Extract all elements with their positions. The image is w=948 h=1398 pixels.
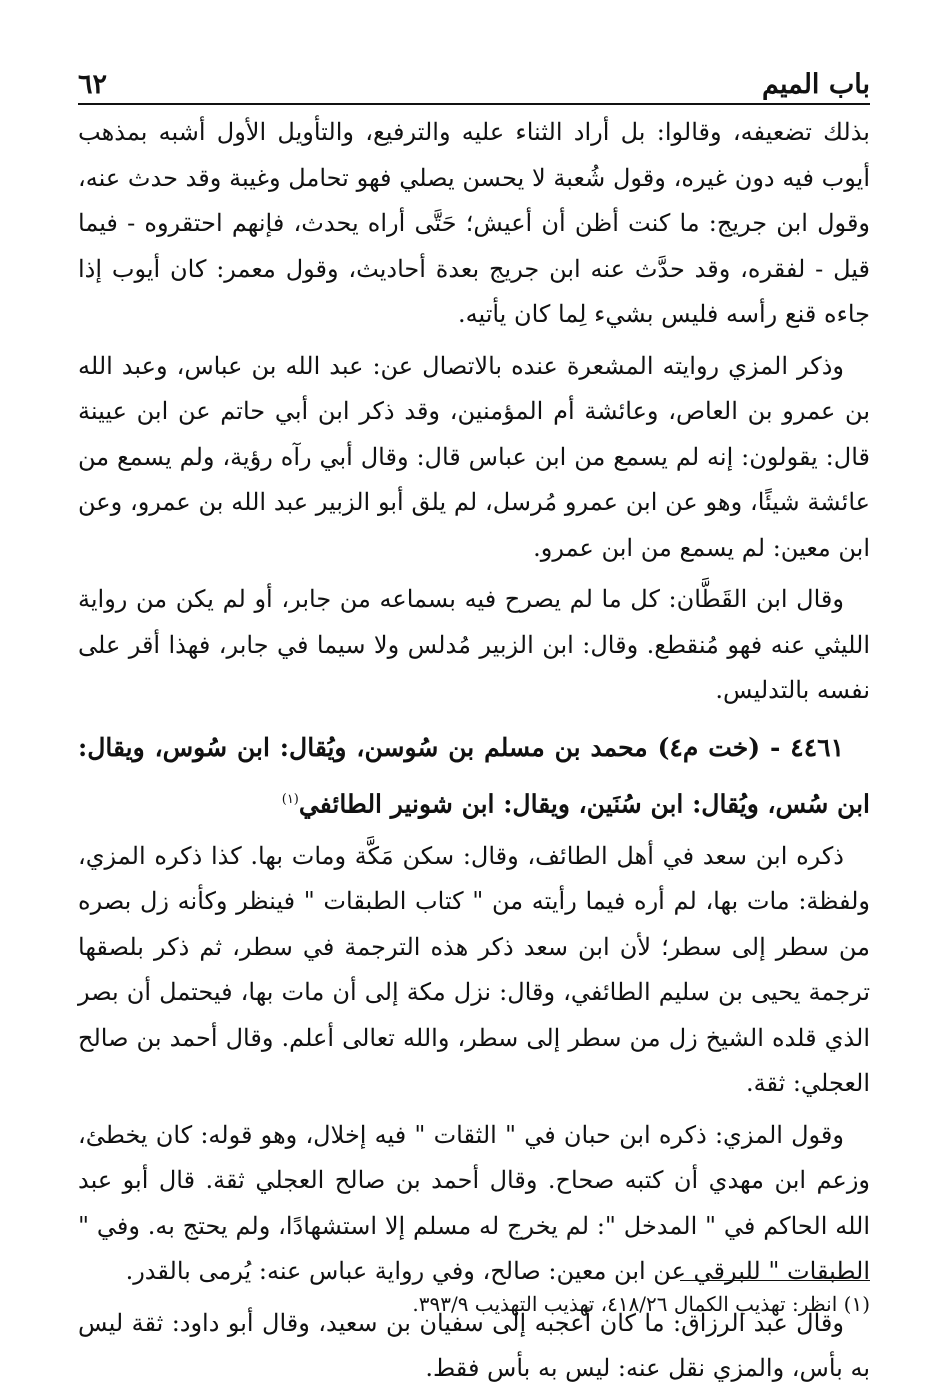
header-rule bbox=[78, 103, 870, 105]
entry-heading bbox=[78, 722, 870, 830]
footnote: (١) انظر: تهذيب الكمال ٤١٨/٢٦، تهذيب التهذيب ٣٩٣/٩. bbox=[412, 1292, 870, 1316]
paragraph: وذكر المزي روايته المشعرة عنده بالاتصال عن: عبد الله بن عباس، وعبد الله بن عمرو بن العاص، وعائشة أم المؤمنين، وقد ذكر ابن أبي حاتم عن ابن عيينة قال: يقولون: إنه لم يسمع من ابن عباس قال: وقال أبي رآه رؤية، ولم يسمع من عائشة شيئًا، وهو عن ابن عمرو مُرسل، لم يلق أبو الزبير عبد الله بن عمرو، وعن ابن معين: لم يسمع من ابن عمرو. bbox=[78, 351, 870, 562]
running-header bbox=[78, 56, 870, 100]
main-text bbox=[78, 110, 870, 1398]
paragraph: ذكره ابن سعد في أهل الطائف، وقال: سكن مَكَّة ومات بها. كذا ذكره المزي، ولفظة: مات بها، لم أره فيما رأيته من " كتاب الطبقات " فينظر وكأنه زل بصره من سطر إلى سطر؛ لأن ابن سعد ذكر هذه الترجمة في سطر، ثم ذكر بلصقها ترجمة يحيى بن سليم الطائفي، وقال: نزل مكة إلى أن مات بها، فيحتمل أن بصر الذي قلده الشيخ زل من سطر إلى سطر، والله تعالى أعلم. وقال أحمد بن صالح العجلي: ثقة. bbox=[78, 841, 871, 1098]
page-number: ٦٢ bbox=[78, 69, 108, 100]
footnote-rule bbox=[680, 1280, 870, 1281]
entry-heading-text: ٤٤٦١ - (خت م٤) محمد بن مسلم بن سُوسن، ويُقال: ابن سُوس، ويقال: ابن سُس، ويُقال: ابن سُنَين، ويقال: ابن شونير الطائفي bbox=[78, 732, 870, 818]
paragraph: وقال عبد الرزاق: ما كان أعجبه إلى سفيان بن سعيد، وقال أبو داود: ثقة ليس به بأس، والمزي نقل عنه: ليس به بأس فقط. bbox=[78, 1308, 870, 1383]
paragraph: وقال ابن القَطَّان: كل ما لم يصرح فيه بسماعه من جابر، أو لم يكن من رواية الليثي عنه فهو مُنقطع. وقال: ابن الزبير مُدلس ولا سيما في جابر، فهذا أقر على نفسه بالتدليس. bbox=[78, 585, 870, 704]
paragraph: وقول المزي: ذكره ابن حبان في " الثقات " فيه إخلال، وهو قوله: كان يخطئ، وزعم ابن مهدي أن كتبه صحاح. وقال أحمد بن صالح العجلي ثقة. قال أبو عبد الله الحاكم في " المدخل ": لم يخرج له مسلم إلا استشهادًا، ولم يحتج به. وفي " الطبقات " للبرقي عن ابن معين: صالح، وفي رواية عباس عنه: يُرمى بالقدر. bbox=[78, 1120, 871, 1286]
paragraph-continuation: بذلك تضعيفه، وقالوا: بل أراد الثناء عليه والترفيع، والتأويل الأول أشبه بمذهب أيوب فيه دون غيره، وقول شُعبة لا يحسن يصلي فهو تحامل وغيبة وقد حدث عنه، وقول ابن جريج: ما كنت أظن أن أعيش؛ حَتَّى أراه يحدث، فإنهم احتقروه - فيما قيل - لفقره، وقد حدَّث عنه ابن جريج بعدة أحاديث، وقول معمر: كان أيوب إذا جاءه قنع رأسه فليس بشيء لِما كان يأتيه. bbox=[78, 118, 870, 328]
footnote-marker: (١) bbox=[281, 791, 299, 807]
chapter-title: باب الميم bbox=[761, 69, 870, 100]
